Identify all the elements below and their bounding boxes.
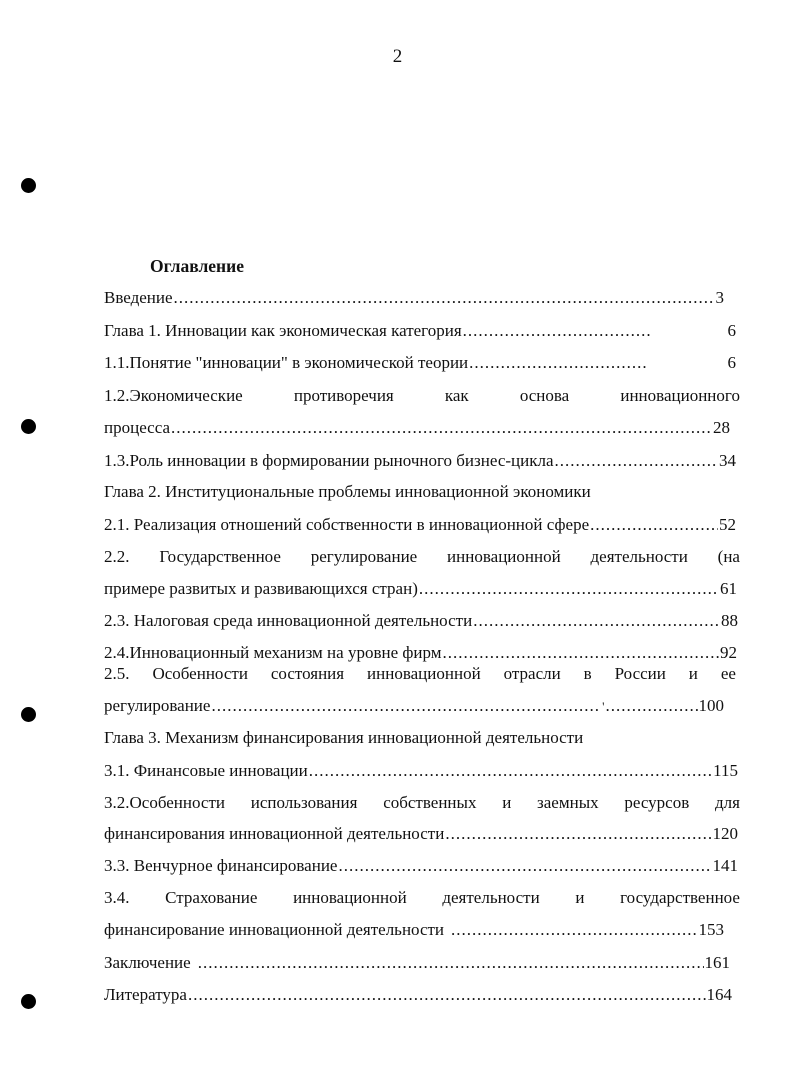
toc-entry-page: 153	[698, 920, 724, 939]
toc-word: основа	[519, 386, 570, 405]
dot-leader	[590, 513, 718, 537]
toc-word: и	[575, 888, 585, 907]
toc-entry-3-2-line1	[104, 791, 740, 815]
toc-entry-3-4-line2	[104, 918, 724, 942]
toc-entry-page: 52	[719, 515, 736, 534]
toc-word: инновационной	[447, 547, 561, 566]
toc-word: Особенности	[152, 664, 248, 683]
toc-entry-title: Глава 1. Инновации как экономическая категория	[104, 321, 462, 340]
dot-leader	[451, 918, 697, 942]
toc-word: инновационной	[293, 888, 407, 907]
toc-entry-page: 120	[712, 824, 738, 843]
toc-entry-page: 100	[698, 696, 724, 715]
toc-entry-title: примере развитых и развивающихся стран)	[104, 579, 418, 598]
toc-word: России	[614, 664, 666, 683]
toc-word: деятельности	[442, 888, 540, 907]
toc-entry-title: 2.3. Налоговая среда инновационной деятельности	[104, 611, 473, 630]
toc-entry-title: 2.4.Инновационный механизм на уровне фирм	[104, 643, 442, 662]
toc-word: 3.2.Особенности	[104, 793, 225, 812]
toc-entry-title: Введение	[104, 288, 173, 307]
toc-entry-3-3	[104, 854, 738, 878]
toc-entry-chapter-2: Глава 2. Институциональные проблемы инновационной экономики	[104, 482, 591, 501]
toc-word: для	[714, 793, 740, 812]
dot-leader	[445, 822, 711, 846]
toc-word: 3.4.	[104, 888, 130, 907]
toc-entry-page: 161	[704, 953, 730, 972]
dot-leader	[606, 694, 698, 718]
toc-entry-page: 34	[719, 451, 736, 470]
toc-word: отрасли	[503, 664, 561, 683]
binder-hole-4	[21, 994, 36, 1009]
dot-leader	[174, 286, 715, 310]
toc-word: противоречия	[293, 386, 394, 405]
toc-word: ресурсов	[624, 793, 690, 812]
toc-entry-chapter-1	[104, 319, 736, 343]
toc-word: собственных	[383, 793, 477, 812]
toc-word: 1.2.Экономические	[104, 386, 243, 405]
dot-leader	[171, 416, 712, 440]
toc-entry-2-2-line2	[104, 577, 737, 601]
toc-word: инновационной	[367, 664, 481, 683]
binder-hole-2	[21, 419, 36, 434]
toc-entry-title: процесса	[104, 418, 171, 437]
dot-leader	[198, 951, 704, 975]
toc-entry-2-5-line1	[104, 662, 736, 686]
toc-heading: Оглавление	[150, 256, 244, 276]
toc-entry-page: 6	[727, 353, 736, 372]
toc-entry-intro	[104, 286, 724, 310]
toc-entry-page: 3	[715, 288, 724, 307]
scan-mark: '	[602, 699, 605, 714]
toc-entry-title: 2.1. Реализация отношений собственности в инновационной сфере	[104, 515, 590, 534]
dot-leader	[211, 694, 601, 718]
toc-entry-2-2-line1	[104, 545, 740, 569]
toc-word: (на	[717, 547, 740, 566]
toc-word: как	[444, 386, 469, 405]
toc-entry-title: финансирования инновационной деятельности	[104, 824, 445, 843]
toc-word: ее	[720, 664, 736, 683]
binder-hole-3	[21, 707, 36, 722]
toc-entry-1-3	[104, 449, 736, 473]
toc-entry-2-5-line2	[104, 694, 724, 718]
toc-entry-title: финансирование инновационной деятельности	[104, 920, 445, 939]
binder-hole-1	[21, 178, 36, 193]
toc-word: в	[583, 664, 592, 683]
dot-leader	[419, 577, 719, 601]
toc-word: заемных	[537, 793, 599, 812]
toc-entry-3-2-line2	[104, 822, 738, 846]
toc-word: 2.2.	[104, 547, 130, 566]
toc-word: 2.5.	[104, 664, 130, 683]
toc-entry-title: 1.3.Роль инновации в формировании рыночного бизнес-цикла	[104, 451, 554, 470]
toc-entry-title: 1.1.Понятие "инновации" в экономической теории	[104, 353, 469, 372]
dot-leader	[555, 449, 718, 473]
toc-entry-conclusion	[104, 951, 730, 975]
toc-entry-title: Заключение	[104, 953, 191, 972]
toc-word: использования	[250, 793, 358, 812]
toc-word: состояния	[270, 664, 345, 683]
toc-entry-page: 92	[720, 643, 737, 662]
toc-entry-3-4-line1	[104, 886, 740, 910]
toc-word: инновационного	[620, 386, 740, 405]
toc-word: Государственное	[159, 547, 281, 566]
page-number: 2	[392, 46, 403, 67]
toc-entry-title: 3.1. Финансовые инновации	[104, 761, 308, 780]
dot-leader	[338, 854, 711, 878]
toc-entry-page: 28	[713, 418, 730, 437]
toc-entry-1-2-line2	[104, 416, 730, 440]
toc-word: Страхование	[165, 888, 258, 907]
toc-entry-chapter-3: Глава 3. Механизм финансирования инновационной деятельности	[104, 728, 584, 747]
toc-word: деятельности	[590, 547, 688, 566]
toc-entry-1-1	[104, 351, 736, 375]
toc-word: государственное	[620, 888, 740, 907]
toc-entry-1-2-line1	[104, 384, 740, 408]
toc-entry-2-1	[104, 513, 736, 537]
dot-leader	[469, 351, 647, 375]
toc-entry-page: 61	[720, 579, 737, 598]
toc-entry-3-1	[104, 759, 738, 783]
dot-leader	[463, 319, 651, 343]
toc-entry-2-3	[104, 609, 738, 633]
dot-leader	[188, 983, 706, 1007]
toc-entry-page: 141	[712, 856, 738, 875]
toc-word: и	[688, 664, 698, 683]
toc-word: регулирование	[310, 547, 418, 566]
dot-leader	[309, 759, 712, 783]
toc-entry-page: 115	[713, 761, 738, 780]
dot-leader	[473, 609, 720, 633]
toc-entry-page: 164	[706, 985, 732, 1004]
toc-entry-title: Литература	[104, 985, 187, 1004]
toc-word: и	[502, 793, 512, 812]
toc-entry-literature	[104, 983, 732, 1007]
toc-entry-title: 3.3. Венчурное финансирование	[104, 856, 338, 875]
toc-entry-title: регулирование	[104, 696, 211, 715]
toc-entry-page: 88	[721, 611, 738, 630]
toc-entry-page: 6	[727, 321, 736, 340]
